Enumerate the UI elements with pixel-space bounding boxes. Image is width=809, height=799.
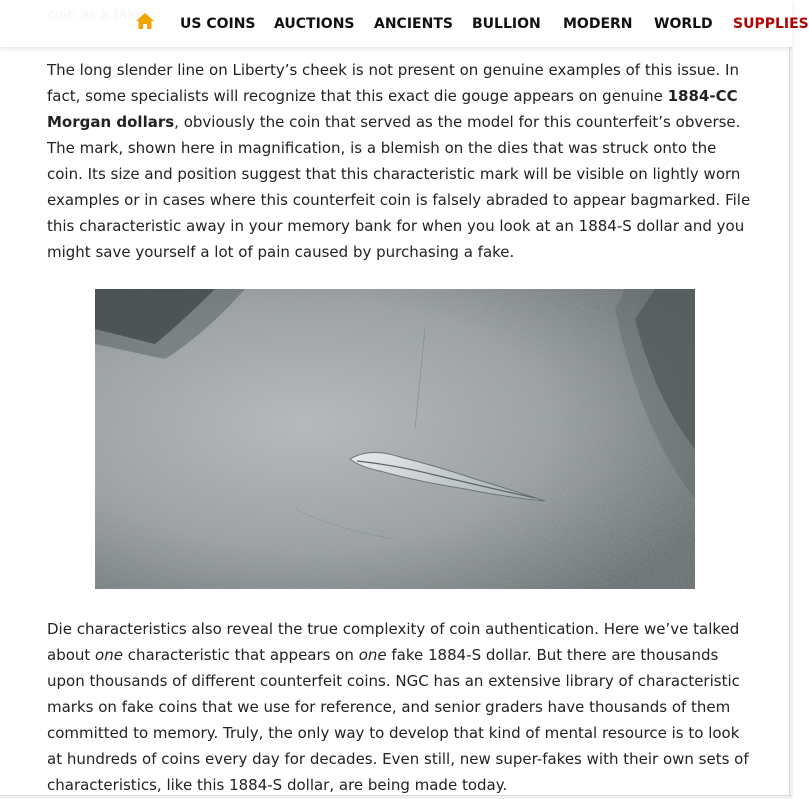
die-gouge-macro-photo <box>95 289 695 589</box>
p2-text-b: characteristic that appears on <box>122 646 359 664</box>
morgan-dollars-bold: 1884-CC Morgan dollars <box>47 87 738 131</box>
vertical-scrollbar[interactable] <box>789 47 793 798</box>
horizontal-scrollbar[interactable] <box>0 795 792 799</box>
nav-modern[interactable]: MODERN <box>563 16 633 32</box>
nav-auctions[interactable]: AUCTIONS <box>274 16 355 32</box>
p2-emphasis-one-a: one <box>95 646 123 664</box>
p1-text-b: , obviously the coin that served as the model for this counterfeit’s obverse. The mark, shown here in magnification, is a blemish on the dies that was struck onto the coin. Its size and position suggest that this characteristic mark will be visible on lightly worn examples or in cases where this counterfeit coin is falsely abraded to appear bagmarked. File this characteristic away in your memory bank for when you look at an 1884-S dollar and you might save yourself a lot of pain caused by purchasing a fake. <box>47 113 751 261</box>
article-paragraph-1 <box>47 57 752 265</box>
nav-supplies[interactable]: SUPPLIES <box>733 16 809 32</box>
article-paragraph-2 <box>47 616 752 798</box>
home-icon[interactable] <box>135 11 155 31</box>
p2-text-c: fake 1884-S dollar. But there are thousands upon thousands of different counterfeit coins. NGC has an extensive library of characteristic marks on fake coins that we use for reference, and senior graders have thousands of them committed to memory. Truly, the only way to develop that kind of mental resource is to look at hundreds of coins every day for decades. Even still, new super-fakes with their own sets of characteristics, like this 1884-S dollar, are being made today. <box>47 646 749 794</box>
nav-world[interactable]: WORLD <box>654 16 713 32</box>
p1-text-a: The long slender line on Liberty’s cheek is not present on genuine examples of this issue. In fact, some specialists will recognize that this exact die gouge appears on genuine <box>47 61 739 105</box>
coin-surface-image <box>95 289 695 589</box>
nav-ancients[interactable]: ANCIENTS <box>374 16 453 32</box>
nav-bullion[interactable]: BULLION <box>472 16 541 32</box>
top-nav-bar <box>0 0 809 47</box>
p2-emphasis-one-b: one <box>358 646 387 664</box>
p2-text-a: Die characteristics also reveal the true complexity of coin authentication. Here we’ve talked about <box>47 620 740 664</box>
nav-us-coins[interactable]: US COINS <box>180 16 256 32</box>
